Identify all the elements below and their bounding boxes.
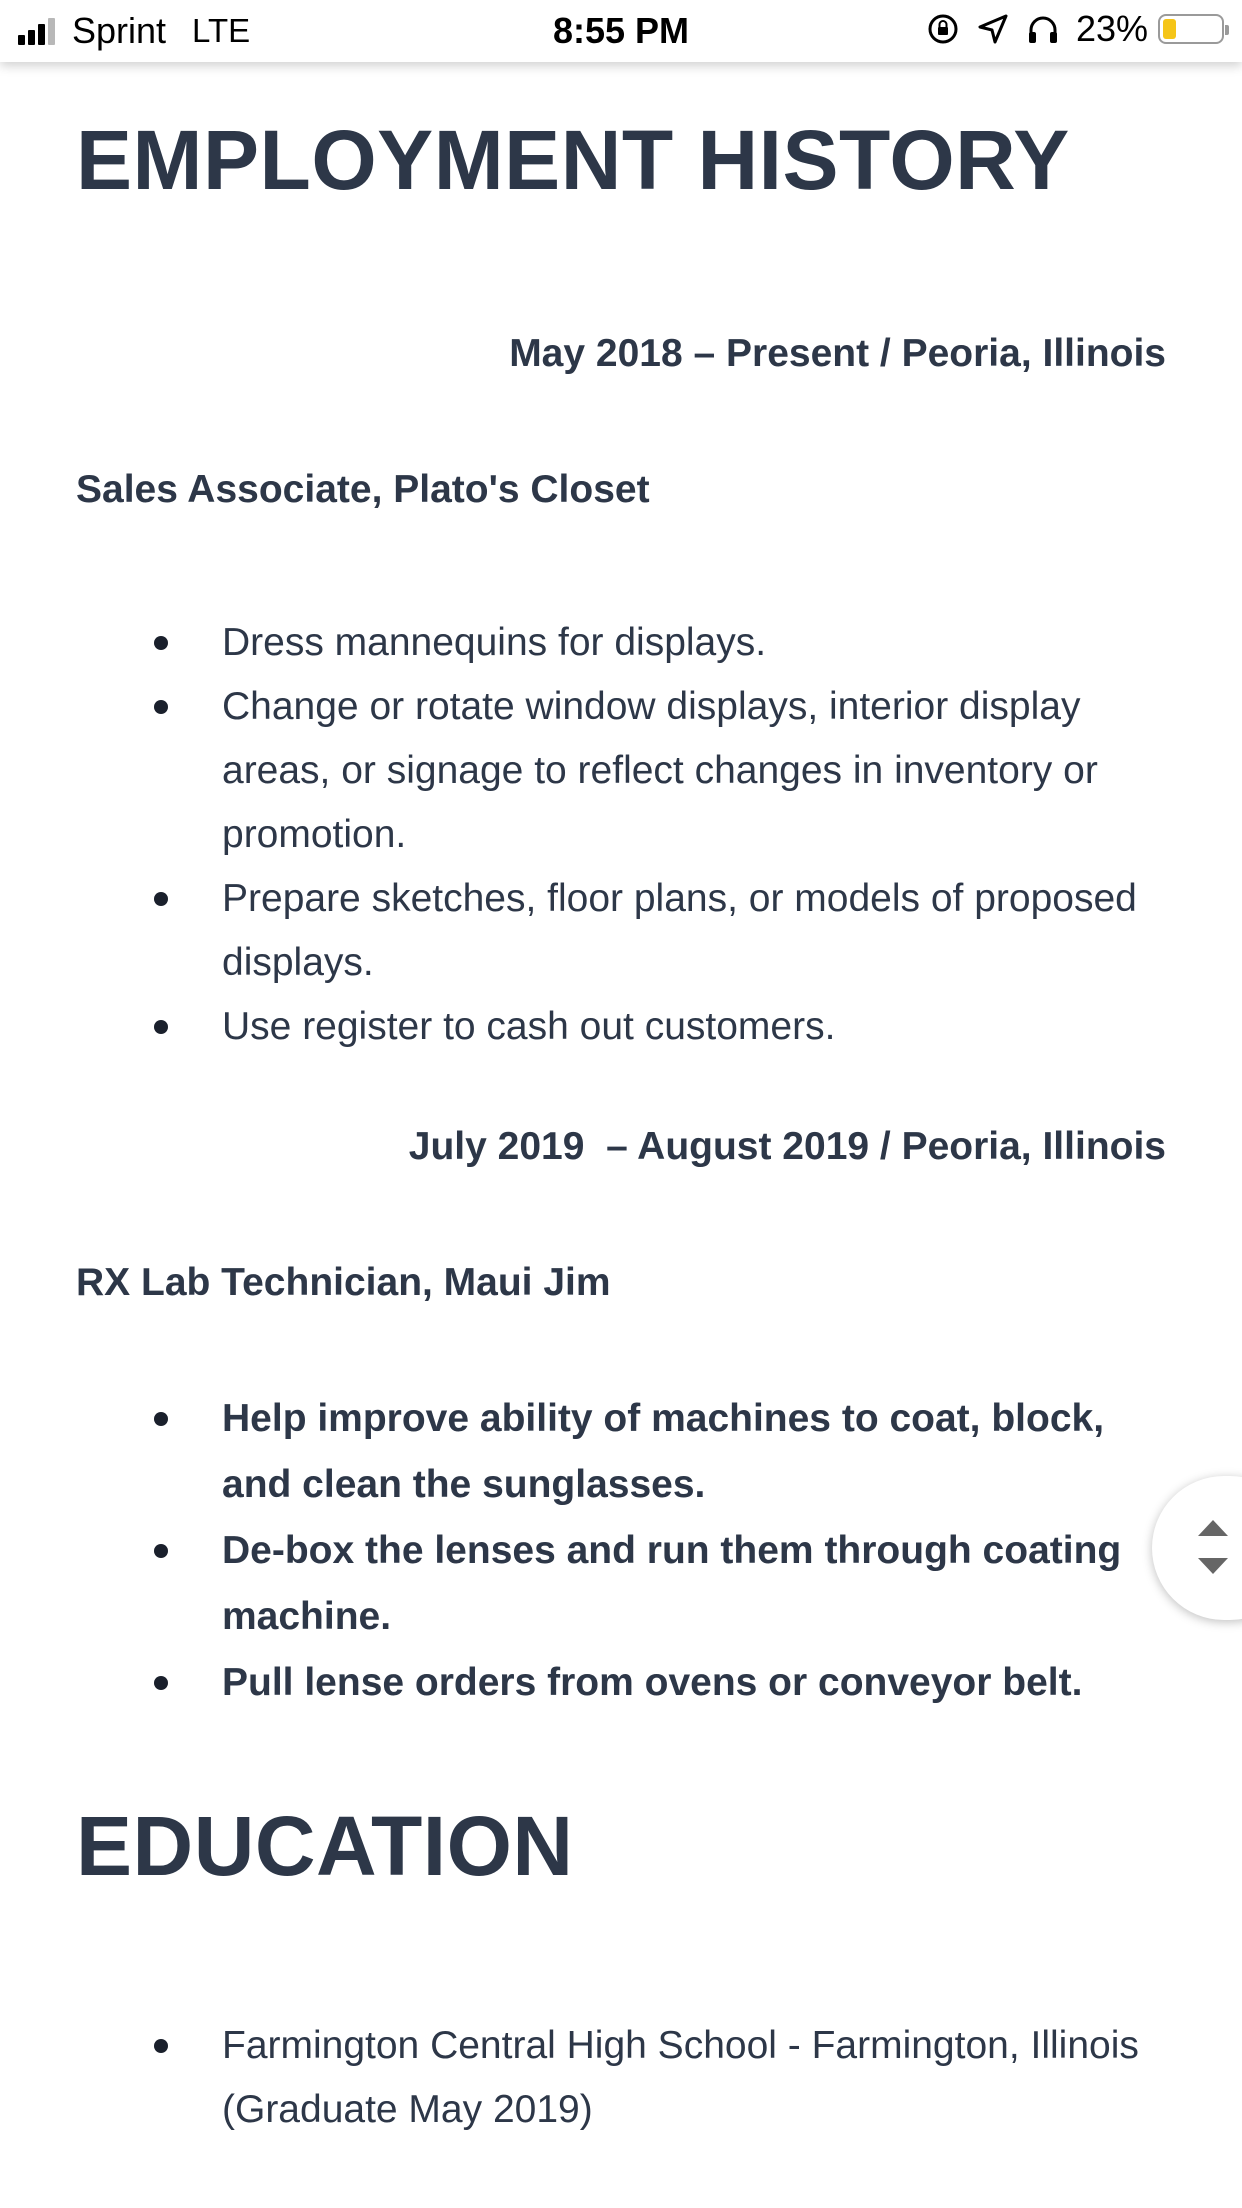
list-item: De-box the lenses and run them through coating machine. (76, 1518, 1166, 1650)
list-item: Help improve ability of machines to coat, block, and clean the sunglasses. (76, 1386, 1166, 1518)
list-item: Use register to cash out customers. (76, 995, 1166, 1059)
status-bar (0, 0, 1242, 62)
job-1-role: Sales Associate, Plato's Closet (76, 468, 650, 511)
job-2-dates: July 2019 – August 2019 / Peoria, Illinois (408, 1125, 1166, 1168)
clock: 8:55 PM (552, 10, 690, 51)
status-right (926, 8, 1224, 50)
list-item: Farmington Central High School - Farmington, Illinois (Graduate May 2019) (76, 2014, 1166, 2142)
job-1-duties (76, 611, 1166, 1059)
battery-percent: 23% (1075, 8, 1148, 49)
arrow-down-icon (1198, 1558, 1228, 1574)
education-list (76, 2014, 1166, 2142)
list-item: Dress mannequins for displays. (76, 611, 1166, 675)
arrow-up-icon (1198, 1520, 1228, 1536)
network-type: LTE (192, 12, 251, 49)
battery-fill (1163, 19, 1176, 39)
headphones-icon (1026, 12, 1060, 46)
job-1-dates: May 2018 – Present / Peoria, Illinois (509, 332, 1166, 375)
battery-nub (1225, 25, 1229, 35)
list-item: Change or rotate window displays, interior display areas, or signage to reflect changes in inventory or promotion. (76, 675, 1166, 867)
job-2-role: RX Lab Technician, Maui Jim (76, 1261, 611, 1304)
education-heading: EDUCATION (76, 1799, 574, 1893)
list-item: Prepare sketches, floor plans, or models of proposed displays. (76, 867, 1166, 995)
job-2-duties (76, 1386, 1166, 1716)
location-icon (976, 12, 1010, 46)
rotation-lock-icon (926, 12, 960, 46)
carrier-name: Sprint (72, 10, 167, 51)
employment-heading: EMPLOYMENT HISTORY (76, 113, 1070, 207)
list-item: Pull lense orders from ovens or conveyor belt. (76, 1650, 1166, 1716)
battery-icon (1158, 14, 1224, 44)
